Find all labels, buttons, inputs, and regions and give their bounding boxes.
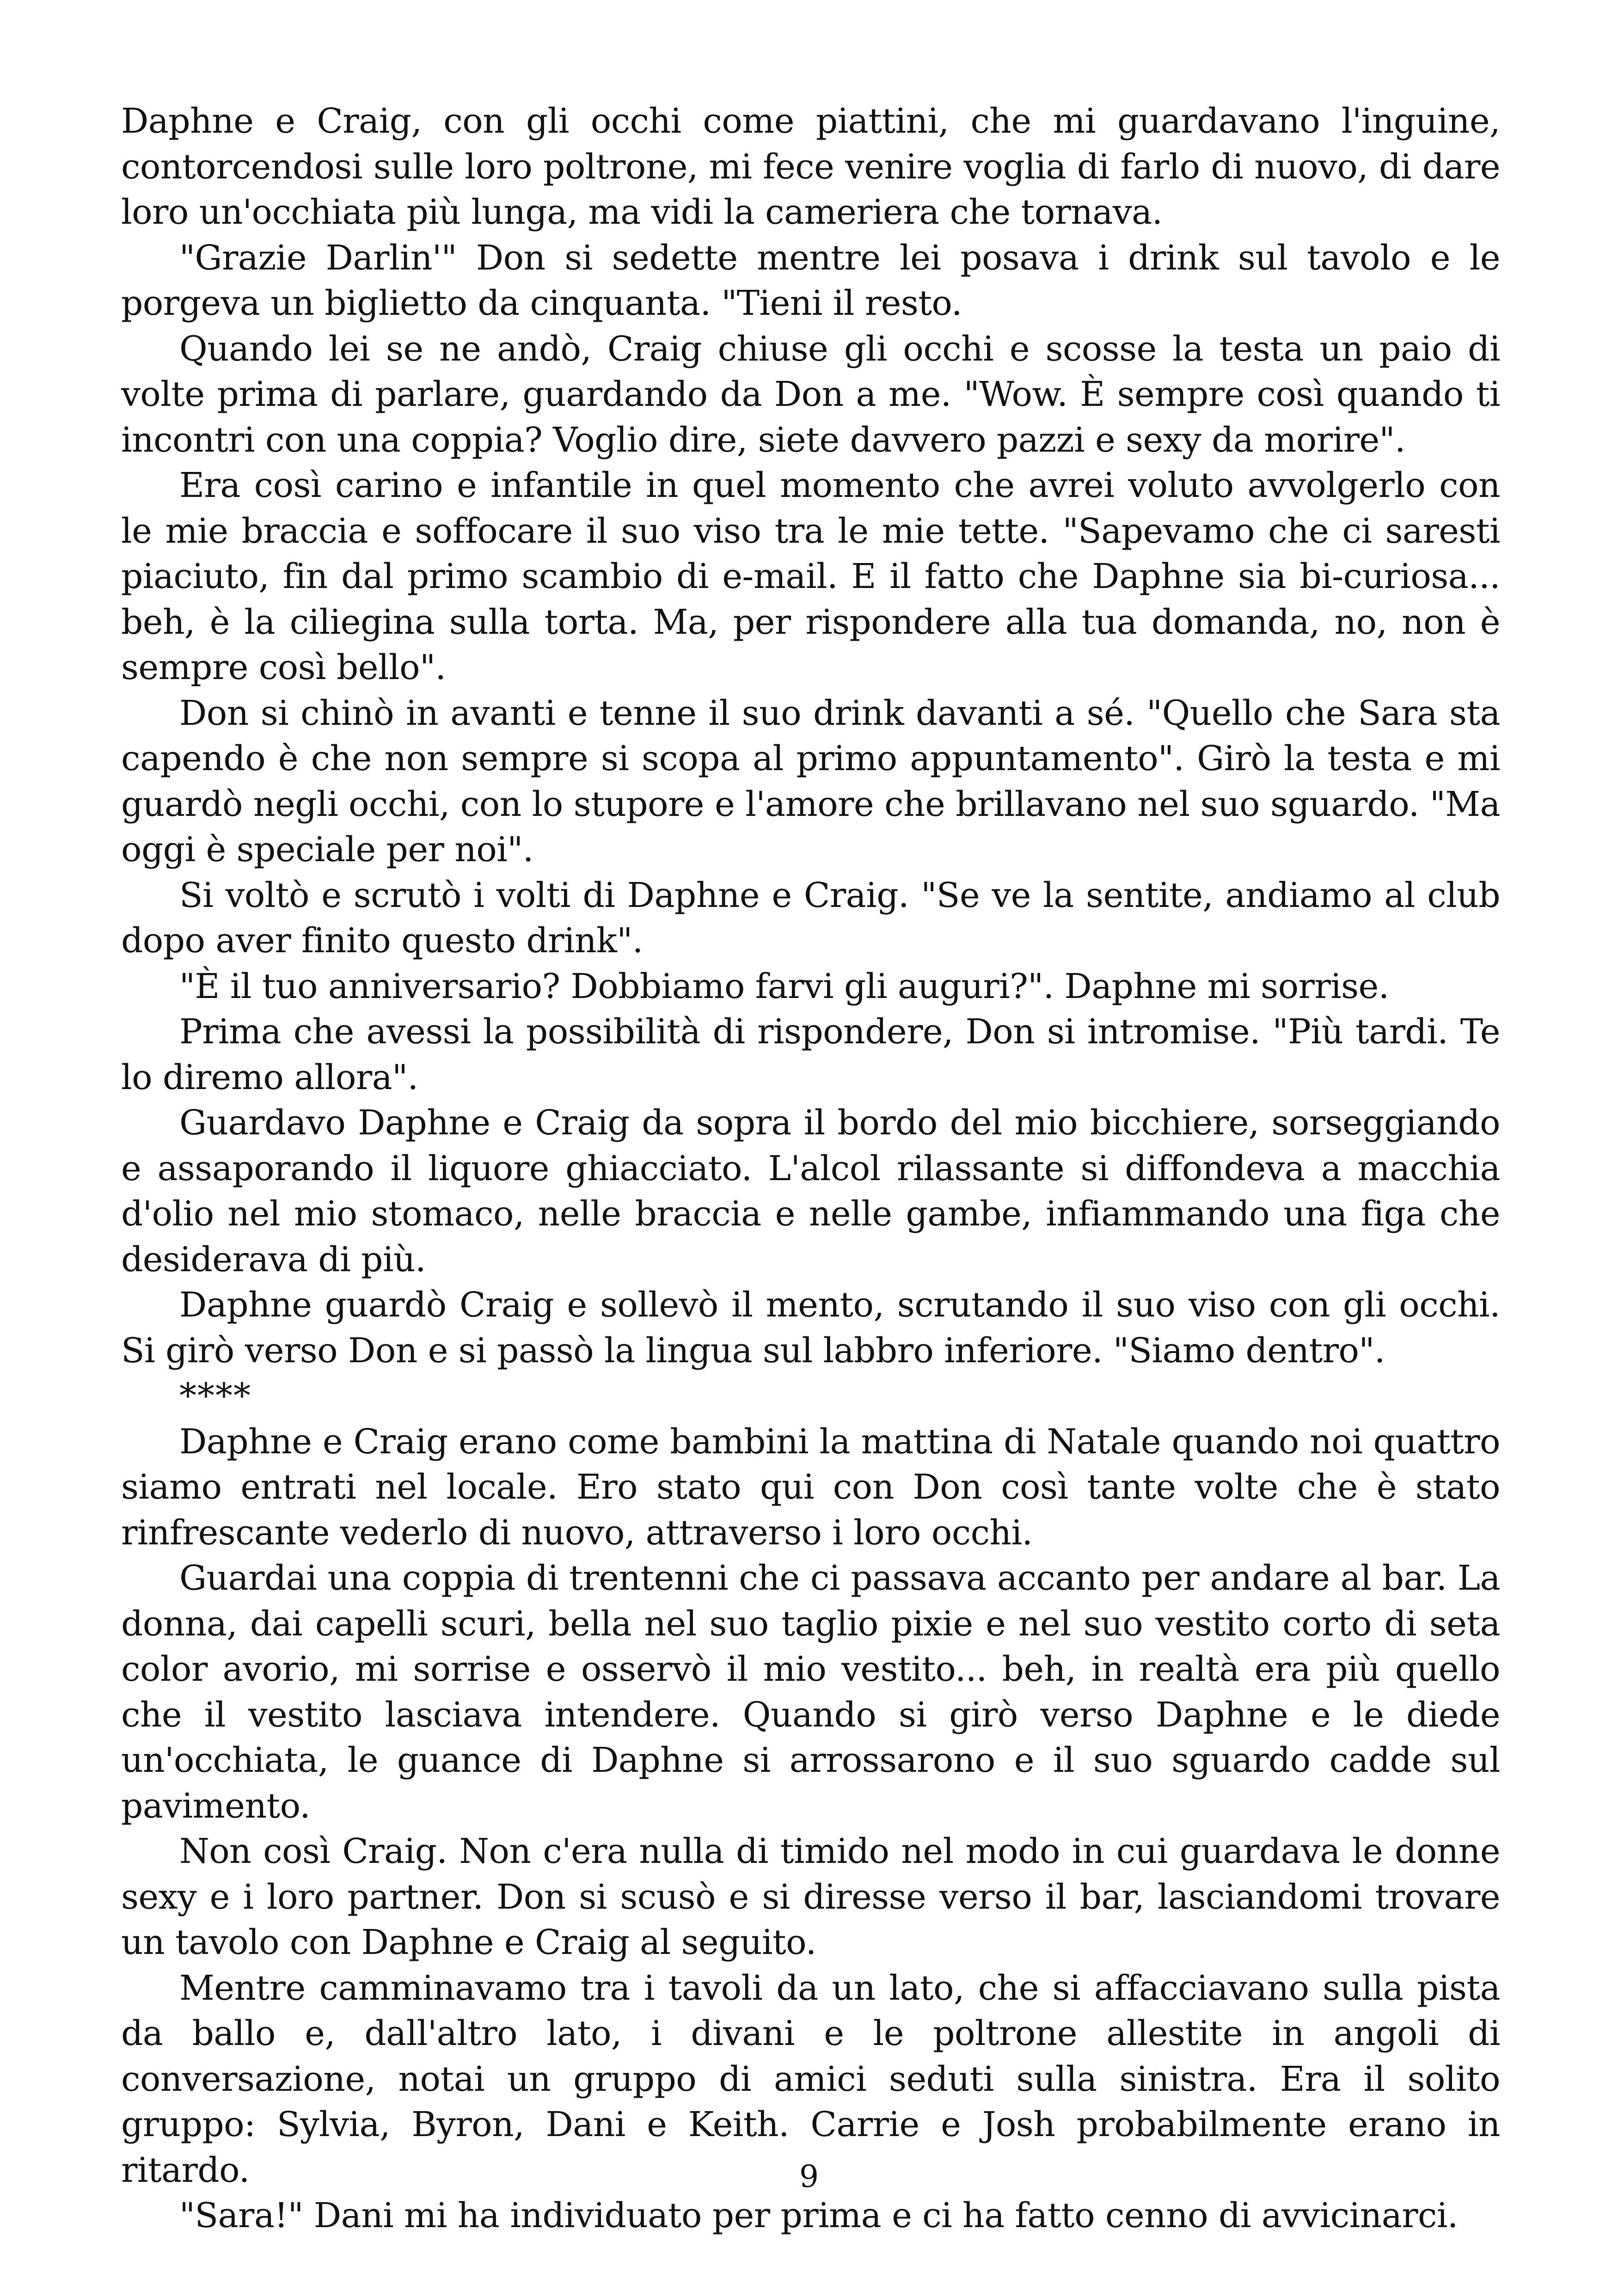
paragraph: "Sara!" Dani mi ha individuato per prima e ci ha fatto cenno di avvicinarci. (179, 2196, 1458, 2235)
paragraph: Guardavo Daphne e Craig da sopra il bordo del mio bicchiere, sorseggiando e assaporando il liquore ghiacciato. L'alcol rilassante si diffondeva a macchia d'olio nel mio stomaco, nelle braccia e nelle gambe, infiammando una figa che desiderava di più. (121, 1103, 1500, 1280)
paragraph: Don si chinò in avanti e tenne il suo drink davanti a sé. "Quello che Sara sta capendo è che non sempre si scopa al primo appuntamento". Girò la testa e mi guardò negli occhi, con lo stupore e l'amore che brillavano nel suo sguardo. "Ma oggi è speciale per noi". (121, 693, 1500, 869)
paragraph: Mentre camminavamo tra i tavoli da un lato, che si affacciavano sulla pista da ballo e, dall'altro lato, i divani e le poltrone allestite in angoli di conversazione, notai un gruppo di amici seduti sulla sinistra. Era il solito gruppo: Sylvia, Byron, Dani e Keith. Carrie e Josh probabilmente erano in ritardo. (121, 1968, 1500, 2190)
paragraph: Quando lei se ne andò, Craig chiuse gli occhi e scosse la testa un paio di volte prima di parlare, guardando da Don a me. "Wow. È sempre così quando ti incontri con una coppia? Voglio dire, siete davvero pazzi e sexy da morire". (121, 329, 1500, 460)
paragraph: Non così Craig. Non c'era nulla di timido nel modo in cui guardava le donne sexy e i loro partner. Don si scusò e si diresse verso il bar, lasciandomi trovare un tavolo con Daphne e Craig al seguito. (121, 1831, 1500, 1962)
paragraph: Daphne e Craig, con gli occhi come piattini, che mi guardavano l'inguine, contorcendosi sulle loro poltrone, mi fece venire voglia di farlo di nuovo, di dare loro un'occhiata più lunga, ma vidi la cameriera che tornava. (121, 101, 1500, 232)
paragraph: Daphne guardò Craig e sollevò il mento, scrutando il suo viso con gli occhi. Si girò verso Don e si passò la lingua sul labbro inferiore. "Siamo dentro". (121, 1285, 1500, 1371)
body-text (121, 98, 1500, 2239)
paragraph: Guardai una coppia di trentenni che ci passava accanto per andare al bar. La donna, dai capelli scuri, bella nel suo taglio pixie e nel suo vestito corto di seta color avorio, mi sorrise e osservò il mio vestito... beh, in realtà era più quello che il vestito lasciava intendere. Quando si girò verso Daphne e le diede un'occhiata, le guance di Daphne si arrossarono e il suo sguardo cadde sul pavimento. (121, 1558, 1500, 1826)
paragraph: Era così carino e infantile in quel momento che avrei voluto avvolgerlo con le mie braccia e soffocare il suo viso tra le mie tette. "Sapevamo che ci saresti piaciuto, fin dal primo scambio di e-mail. E il fatto che Daphne sia bi-curiosa... beh, è la ciliegina sulla torta. Ma, per rispondere alla tua domanda, no, non è sempre così bello". (121, 465, 1500, 687)
scene-separator: **** (179, 1376, 251, 1416)
paragraph: Daphne e Craig erano come bambini la mattina di Natale quando noi quattro siamo entrati nel locale. Ero stato qui con Don così tante volte che è stato rinfrescante vederlo di nuovo, attraverso i loro occhi. (121, 1421, 1500, 1553)
paragraph: Si voltò e scrutò i volti di Daphne e Craig. "Se ve la sentite, andiamo al club dopo aver finito questo drink". (121, 875, 1500, 961)
paragraph: Prima che avessi la possibilità di rispondere, Don si intromise. "Più tardi. Te lo diremo allora". (121, 1012, 1500, 1097)
paragraph: "Grazie Darlin'" Don si sedette mentre lei posava i drink sul tavolo e le porgeva un biglietto da cinquanta. "Tieni il resto. (121, 238, 1500, 323)
paragraph: "È il tuo anniversario? Dobbiamo farvi gli auguri?". Daphne mi sorrise. (179, 966, 1389, 1006)
page-number: 9 (799, 2159, 819, 2194)
